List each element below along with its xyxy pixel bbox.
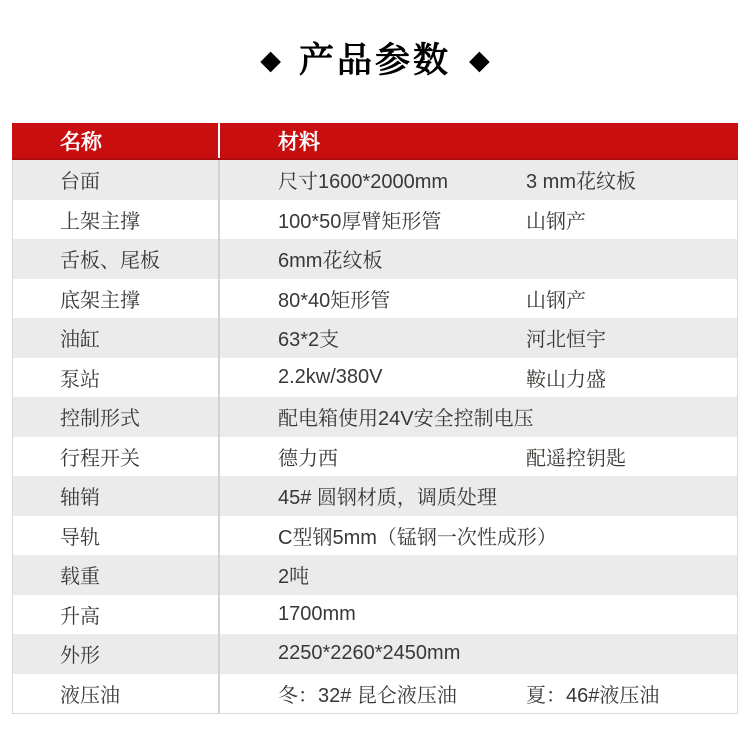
- page-title-text: 产品参数: [298, 40, 451, 80]
- row-name-cell: 导轨: [60, 526, 100, 549]
- table-row: [13, 318, 737, 358]
- table-row: [13, 200, 737, 240]
- table-header-row: [12, 123, 738, 160]
- row-name-cell: 控制形式: [60, 408, 140, 431]
- row-value-cell: 尺寸1600*2000mm: [278, 171, 449, 194]
- row-value-cell: 63*2支: [278, 329, 340, 352]
- table-body: [12, 160, 738, 714]
- row-extra-cell: 配遥控钥匙: [526, 447, 626, 470]
- table-row: [13, 358, 737, 398]
- table-row: [13, 239, 737, 279]
- header-material-column: 材料: [278, 130, 320, 154]
- row-extra-cell: 夏：46#液压油: [526, 684, 660, 707]
- row-value-cell: 1700mm: [278, 602, 356, 625]
- table-row: [13, 674, 737, 714]
- row-value-cell: 100*50厚臂矩形管: [278, 210, 442, 233]
- header-name-column: 名称: [60, 130, 102, 154]
- row-extra-cell: 山钢产: [526, 210, 586, 233]
- table-row: [13, 634, 737, 674]
- header-column-divider: [218, 123, 220, 158]
- diamond-icon: ◆: [469, 44, 490, 75]
- row-value-cell: 45# 圆钢材质，调质处理: [278, 487, 497, 510]
- product-spec-table: [12, 123, 738, 714]
- row-value-cell: 2.2kw/380V: [278, 365, 383, 388]
- row-name-cell: 液压油: [60, 684, 120, 707]
- row-name-cell: 上架主撑: [60, 210, 140, 233]
- row-name-cell: 轴销: [60, 487, 100, 510]
- row-name-cell: 舌板、尾板: [60, 250, 160, 273]
- row-value-cell: 2吨: [278, 566, 310, 589]
- table-row: [13, 279, 737, 319]
- row-extra-cell: 3 mm花纹板: [526, 171, 636, 194]
- row-value-cell: 2250*2260*2450mm: [278, 642, 461, 665]
- row-name-cell: 行程开关: [60, 447, 140, 470]
- page-title: [0, 36, 750, 84]
- row-name-cell: 升高: [60, 605, 100, 628]
- table-row: [13, 595, 737, 635]
- diamond-icon: ◆: [260, 44, 281, 75]
- table-row: [13, 476, 737, 516]
- table-row: [13, 437, 737, 477]
- table-row: [13, 397, 737, 437]
- row-value-cell: 6mm花纹板: [278, 250, 383, 273]
- row-extra-cell: 鞍山力盛: [526, 368, 606, 391]
- row-value-cell: C型钢5mm（锰钢一次性成形）: [278, 526, 557, 549]
- row-name-cell: 外形: [60, 645, 100, 668]
- row-value-cell: 配电箱使用24V安全控制电压: [278, 408, 534, 431]
- row-name-cell: 台面: [60, 171, 100, 194]
- table-row: [13, 516, 737, 556]
- table-row: [13, 160, 737, 200]
- row-value-cell: 80*40矩形管: [278, 289, 391, 312]
- row-extra-cell: 山钢产: [526, 289, 586, 312]
- row-value-cell: 冬：32# 昆仑液压油: [278, 684, 457, 707]
- row-extra-cell: 河北恒宇: [526, 329, 606, 352]
- row-name-cell: 油缸: [60, 329, 100, 352]
- row-name-cell: 载重: [60, 566, 100, 589]
- row-value-cell: 德力西: [278, 447, 338, 470]
- row-name-cell: 泵站: [60, 368, 100, 391]
- row-name-cell: 底架主撑: [60, 289, 140, 312]
- table-row: [13, 555, 737, 595]
- body-column-divider: [218, 160, 220, 713]
